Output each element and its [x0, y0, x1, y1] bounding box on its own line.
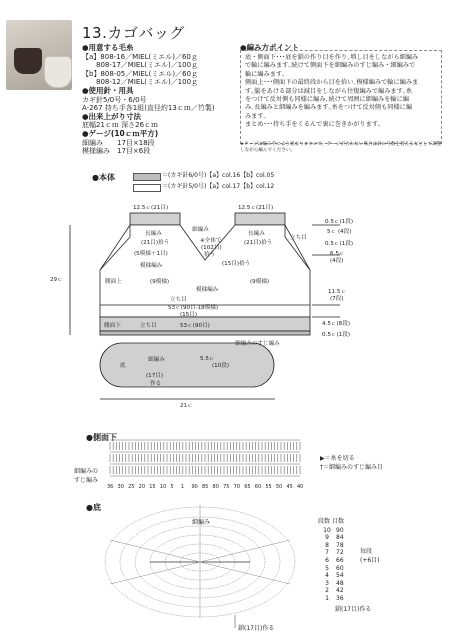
lbl-zentai2: (102目): [201, 245, 222, 251]
lbl-w21: 21ｃ: [180, 403, 193, 409]
points-line: 側面上･･･側面下の最終段から目を拾い､模様編みで輪に編みま: [245, 79, 419, 87]
table-row: [318, 595, 352, 603]
side-axis-label: 10: [159, 484, 167, 490]
table-cell-stitches: 42: [336, 587, 344, 595]
table-cell-round: 4: [325, 572, 329, 580]
gauge-line: 細編み 17目×18段: [82, 138, 155, 147]
table-cell-stitches: 72: [336, 549, 344, 557]
lbl-tachi2: 立ち目: [170, 297, 187, 303]
tools-line: カギ針5/0号・6/0号: [82, 95, 147, 104]
lbl-r05a: 0.5ｃ(1段): [325, 219, 354, 225]
gauge-line: 模様編み 17目×6段: [82, 147, 151, 156]
bottom-chain-note: 鎖(17目)作る: [238, 625, 275, 632]
table-cell-round: 2: [325, 587, 329, 595]
lbl-r65: 6.5ｃ: [330, 251, 345, 257]
lbl-hoso-left: 細編み: [192, 227, 209, 233]
points-box: [240, 50, 442, 144]
materials-line: 808-17／MIEL(ミエル)／100ｇ: [82, 61, 199, 70]
lbl-r7: (7段): [330, 296, 344, 302]
bottom-hosoami: 細編み: [192, 519, 211, 526]
lbl-tsukuru: 作る: [150, 381, 162, 387]
handle-left-band: [130, 213, 180, 225]
legend-text-6: ＝(カギ針6/0号)【a】col.16【b】col.05: [162, 172, 275, 179]
table-cell-stitches: 78: [336, 541, 344, 549]
side-note-suji: †＝細編みのすじ編み目: [320, 464, 384, 471]
bottom-chart: [0, 500, 453, 640]
points-line: まとめ･･･持ち手をくるんで裏に巻きかがります｡: [245, 121, 382, 129]
lbl-g5: (5模様＋1目): [134, 251, 168, 257]
lbl-c53b: 53ｃ(90目): [180, 323, 210, 329]
table-cell-stitches: 54: [336, 572, 344, 580]
side-axis-label: 50: [275, 484, 283, 490]
table-cell-stitches: 90: [336, 526, 344, 534]
table-side-note: 毎段 (+6目): [360, 548, 380, 564]
side-axis-label: 45: [286, 484, 293, 490]
bottom-chart-label: ●底: [86, 503, 101, 512]
side-axis-label: 5: [170, 484, 174, 490]
round-table: [318, 518, 352, 603]
materials-line: 808-12／MIEL(ミエル)／100ｇ: [82, 78, 199, 87]
materials-block: [82, 44, 215, 156]
lbl-r4: (4段): [338, 229, 352, 235]
lbl-c15: (15目): [180, 312, 198, 318]
page-title: 13.カゴバッグ: [82, 24, 185, 42]
lbl-g15: (15目)拾う: [222, 261, 251, 267]
lbl-zentai3: 拾う: [204, 252, 216, 258]
side-axis-label: 55: [265, 484, 272, 490]
lbl-hoso-suji: 細編みのすじ編み: [235, 341, 280, 347]
table-cell-round: 3: [325, 579, 329, 587]
lbl-r45: 4.5ｃ(8段): [322, 321, 351, 327]
size-heading: ●出来上がり寸法: [82, 111, 142, 121]
gauge-heading: ●ゲージ(10ｃｍ平方): [82, 128, 159, 138]
lbl-top-right: 12.5ｃ(21目): [238, 205, 274, 211]
lbl-r5: 5ｃ: [327, 229, 337, 235]
lbl-tachi1: 立ち目: [290, 235, 307, 241]
lbl-hiroi-right: (21目)拾う: [244, 240, 273, 246]
table-cell-stitches: 36: [336, 594, 344, 602]
lbl-soko: 底: [120, 363, 126, 369]
side-axis-label: 20: [138, 484, 146, 490]
lbl-zentai: ※全体で: [200, 238, 222, 244]
handle-right-band: [235, 213, 285, 225]
lbl-r115: 11.5ｃ: [328, 289, 347, 295]
side-chart: [0, 430, 453, 500]
table-row: [318, 527, 352, 535]
lbl-gawa-shita: 側面下: [104, 323, 121, 329]
side-axis-label: 1: [180, 484, 185, 490]
side-left-label: 細編みの すじ編み: [74, 468, 99, 484]
table-cell-stitches: 48: [336, 579, 344, 587]
materials-heading: ●用意する毛糸: [82, 43, 134, 52]
lbl-r05c: 0.5ｃ(1段): [322, 332, 351, 338]
table-header-stitches: 目数: [331, 518, 344, 525]
points-line: みます｡: [245, 112, 267, 120]
side-chart-label: ●側面下: [86, 433, 117, 442]
lbl-tachi3: 立ち目: [140, 323, 157, 329]
table-header-rounds: 段数: [318, 518, 331, 525]
points-line: 輪に編みます｡: [245, 70, 286, 78]
lbl-gawa-ue: 側面上: [105, 279, 122, 285]
legend-swatch-6: [133, 173, 161, 181]
table-chain-note: 鎖(17目)作る: [335, 606, 372, 613]
points-note: ★ゲージは編み手により異なりますので、ゲージが合わない場合は針の号数を替えるなどして調整しながら編んでください。: [240, 142, 442, 153]
lbl-top-left: 12.5ｃ(21目): [133, 205, 169, 211]
lbl-c29: 29ｃ: [50, 277, 63, 283]
body-diagram-label: ●本体: [92, 173, 115, 182]
legend-swatch-5: [133, 184, 161, 192]
lbl-hosoami: 細編み: [148, 357, 165, 363]
side-axis-label: 70: [233, 484, 241, 490]
side-axis-label: 15: [149, 484, 156, 490]
bag-dark-image: [14, 48, 42, 74]
tools-line: A-267 持ち手各1組(直径約13ｃｍ／竹製): [82, 104, 215, 113]
side-note-cut: ▶＝糸を切る: [320, 455, 355, 462]
table-row: [318, 549, 352, 557]
table-row: [318, 587, 352, 595]
table-cell-round: 10: [323, 526, 331, 534]
materials-line: 【a】808-16／MIEL(ミエル)／60ｇ: [82, 52, 198, 61]
lbl-c53a: 53ｃ(90目-18模様): [168, 305, 219, 311]
lbl-r05b: 0.5ｃ(1段): [325, 241, 354, 247]
side-axis-label: 65: [244, 484, 251, 490]
size-line: 底幅21ｃｍ 深さ26ｃｍ: [82, 121, 159, 130]
lbl-mo1: 模様編み: [140, 263, 163, 269]
table-cell-round: 9: [325, 534, 329, 542]
lbl-r10: (10段): [212, 363, 230, 369]
table-cell-round: 8: [325, 541, 329, 549]
lbl-g9a: (9模様): [150, 279, 170, 285]
table-row: [318, 580, 352, 588]
points-line: で輪に編みます｡続けて側面下を細編みのすじ編み・細編みで: [245, 62, 416, 70]
tools-heading: ●使用針・用具: [82, 85, 134, 95]
points-line: す｡脇をあける部分は減目をしながら往復編みで編みます｡糸: [245, 87, 413, 95]
lbl-g9b: (9模様): [250, 279, 270, 285]
body-diagram: [0, 195, 453, 420]
materials-line: 【b】808-05／MIEL(ミエル)／60ｇ: [82, 69, 199, 78]
lbl-r17: (17目): [146, 373, 164, 379]
table-cell-round: 1: [325, 594, 329, 602]
side-axis-label: 36: [107, 484, 114, 490]
legend-text-5: ＝(カギ針5/0号)【a】col.17【b】col.12: [162, 183, 275, 190]
points-line: み､長編みと細編みを編みます｡糸をつけて反対側も同様に編: [245, 104, 413, 112]
side-axis-label: 90: [191, 484, 198, 490]
side-axis-label: 25: [128, 484, 135, 490]
table-cell-stitches: 60: [336, 564, 344, 572]
points-heading: ●編み方ポイント: [240, 43, 300, 52]
lbl-hiroi-left: (21目)拾う: [141, 240, 170, 246]
lbl-r4b: (4段): [330, 258, 344, 264]
side-axis-label: 40: [297, 484, 304, 490]
table-cell-stitches: 84: [336, 534, 344, 542]
side-axis-label: 60: [254, 484, 262, 490]
lbl-naga-right: 長編み: [248, 231, 265, 237]
table-row: [318, 534, 352, 542]
side-axis-label: 85: [202, 484, 209, 490]
product-photo: [6, 20, 72, 90]
side-axis-label: 80: [212, 484, 219, 490]
lbl-r55: 5.5ｃ: [200, 356, 215, 362]
table-cell-round: 5: [325, 564, 329, 572]
lbl-naga-left: 長編み: [145, 231, 162, 237]
table-row: [318, 542, 352, 550]
side-axis-label: 75: [223, 484, 230, 490]
points-line: をつけて反対側も同様に編み､続けて周囲に細編みを輪に編: [245, 96, 409, 104]
table-cell-round: 6: [325, 556, 329, 564]
table-header: [318, 518, 352, 527]
table-row: [318, 557, 352, 565]
table-cell-stitches: 66: [336, 556, 344, 564]
lbl-mo2: 模様編み: [196, 287, 219, 293]
points-line: 底・側面下･･･底を鎖の作り目を作り､増し目をしながら細編み: [245, 54, 419, 61]
side-axis-label: 30: [117, 484, 124, 490]
table-row: [318, 565, 352, 573]
table-cell-round: 7: [325, 549, 329, 557]
table-row: [318, 572, 352, 580]
bag-light-image: [44, 56, 72, 88]
